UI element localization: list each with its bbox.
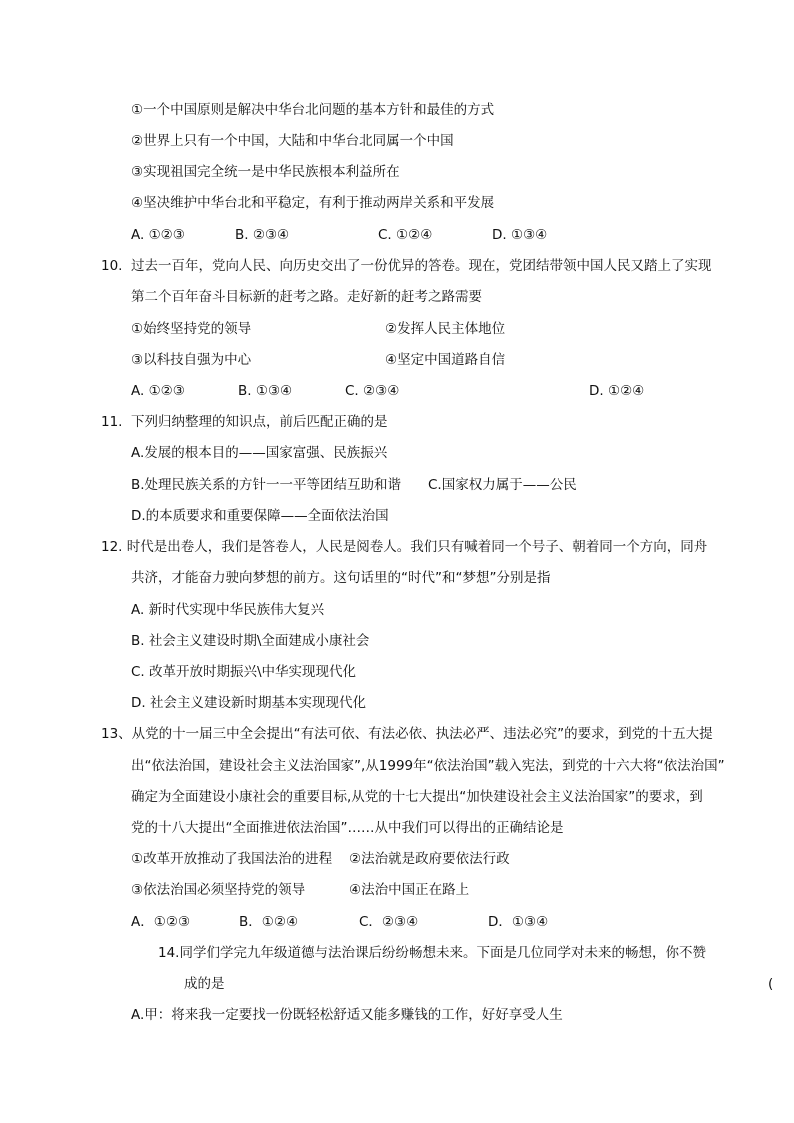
- q13-stem-line-3: 确定为全面建设小康社会的重要目标,从党的十七大提出“加快建设社会主义法治国家”的要求，到: [131, 789, 703, 805]
- q9-statement-3: ③实现祖国完全统一是中华民族根本利益所在: [131, 164, 400, 180]
- q10-statement-3: ③以科技自强为中心: [131, 352, 252, 368]
- q9-option-d: D. ①③④: [492, 227, 548, 243]
- q13-option-b: B．①②④: [239, 914, 299, 930]
- q10-statement-4: ④坚定中国道路自信: [385, 352, 506, 368]
- q11-option-a: A.发展的根本目的——国家富强、民族振兴: [131, 445, 388, 461]
- q12-stem-line-1: 12. 时代是出卷人，我们是答卷人，人民是阅卷人。我们只有喊着同一个号子、朝着同一个方向，同舟: [101, 539, 708, 555]
- q14-stem-line-1: 14.同学们学完九年级道德与法治课后纷纷畅想未来。下面是几位同学对未来的畅想，你不赞: [158, 945, 706, 961]
- q13-statement-4: ④法治中国正在路上: [349, 882, 470, 898]
- q12-option-c: C. 改革开放时期振兴\中华实现现代化: [131, 664, 357, 680]
- q9-option-b: B. ②③④: [235, 227, 290, 243]
- q14-answer-paren: (: [768, 976, 774, 992]
- q12-stem-line-2: 共济，才能奋力驶向梦想的前方。这句话里的“时代”和“梦想”分别是指: [131, 570, 551, 586]
- q11-number: 11.: [101, 414, 123, 430]
- q13-option-a: A．①②③: [131, 914, 191, 930]
- q13-statement-3: ③依法治国必须坚持党的领导: [131, 882, 306, 898]
- q13-stem-line-1: 13、从党的十一届三中全会提出“有法可依、有法必依、执法必严、违法必究”的要求，到党的十五大提: [101, 726, 713, 742]
- q10-option-d: D. ①②④: [589, 383, 645, 399]
- q9-option-c: C. ①②④: [378, 227, 433, 243]
- q13-stem-line-4: 党的十八大提出“全面推进依法治国”……从中我们可以得出的正确结论是: [131, 820, 564, 836]
- q10-stem-line-2: 第二个百年奋斗目标新的赶考之路。走好新的赶考之路需要: [131, 289, 482, 305]
- q11-option-b: B.处理民族关系的方针一一平等团结互助和谐: [131, 477, 402, 493]
- q13-statement-1: ①改革开放推动了我国法治的进程: [131, 851, 333, 867]
- q13-stem-line-2: 出“依法治国，建设社会主义法治国家”,从1999年“依法治国”载入宪法，到党的十六大将“依法治国”: [131, 758, 725, 774]
- q10-number: 10.: [101, 258, 123, 274]
- q12-option-d: D. 社会主义建设新时期基本实现现代化: [131, 695, 366, 711]
- q12-option-b: B. 社会主义建设时期\全面建成小康社会: [131, 633, 370, 649]
- q10-option-a: A. ①②③: [131, 383, 185, 399]
- q10-statement-1: ①始终坚持党的领导: [131, 321, 252, 337]
- q13-statement-2: ②法治就是政府要依法行政: [349, 851, 510, 867]
- q14-option-a: A.甲：将来我一定要找一份既轻松舒适又能多赚钱的工作，好好享受人生: [131, 1007, 563, 1023]
- q11-stem: 下列归纳整理的知识点，前后匹配正确的是: [131, 414, 388, 430]
- q13-option-d: D．①③④: [488, 914, 549, 930]
- q10-stem-line-1: 过去一百年，党向人民、向历史交出了一份优异的答卷。现在，党团结带领中国人民又踏上了实现: [131, 258, 712, 274]
- q10-option-b: B. ①③④: [238, 383, 293, 399]
- q10-option-c: C. ②③④: [345, 383, 400, 399]
- q14-stem-line-2: 成的是: [184, 976, 225, 992]
- q9-option-a: A. ①②③: [131, 227, 185, 243]
- q12-option-a: A. 新时代实现中华民族伟大复兴: [131, 602, 325, 618]
- q13-option-c: C．②③④: [359, 914, 419, 930]
- q11-option-d: D.的本质要求和重要保障——全面依法治国: [131, 508, 389, 524]
- q10-statement-2: ②发挥人民主体地位: [385, 321, 506, 337]
- q9-statement-2: ②世界上只有一个中国，大陆和中华台北同属一个中国: [131, 133, 454, 149]
- q9-statement-4: ④坚决维护中华台北和平稳定，有利于推动两岸关系和平发展: [131, 195, 495, 211]
- q9-statement-1: ①一个中国原则是解决中华台北问题的基本方针和最佳的方式: [131, 102, 495, 118]
- q11-option-c: C.国家权力属于——公民: [428, 477, 577, 493]
